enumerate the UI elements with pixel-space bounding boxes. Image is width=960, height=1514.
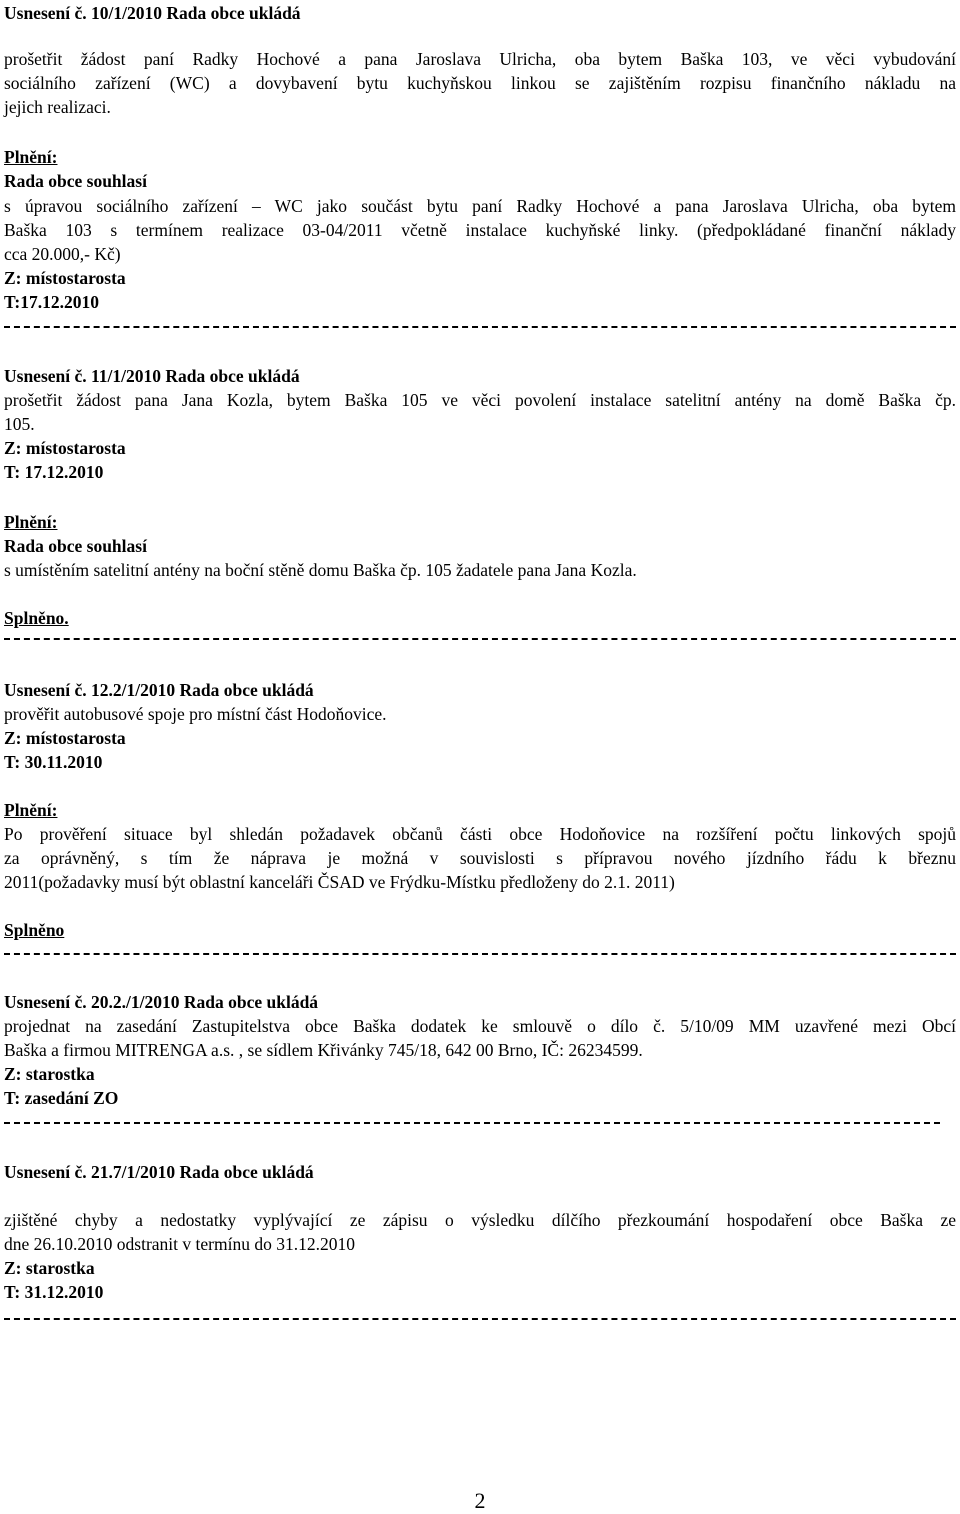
responsible-person: Z: místostarosta [4,268,126,288]
resolution-text-line: sociálního zařízení (WC) a dovybavení bytu kuchyňskou linkou se zajištěním rozpisu finančního nákladu na [4,73,956,93]
separator-line [4,953,956,955]
council-decision: Rada obce souhlasí [4,171,147,191]
status-fulfilled: Splněno [4,920,65,940]
deadline: T: 30.11.2010 [4,752,103,772]
separator-line [4,1318,956,1320]
fulfillment-label: Plnění: [4,800,58,820]
resolution-text-line: 105. [4,414,35,434]
resolution-text-line: prověřit autobusové spoje pro místní část Hodoňovice. [4,704,387,724]
fulfillment-text-line: Po prověření situace byl shledán požadavek občanů části obce Hodoňovice na rozšíření počtu linkových spojů [4,824,956,844]
resolution-heading: Usnesení č. 12.2/1/2010 Rada obce ukládá [4,680,314,700]
fulfillment-text-line: s úpravou sociálního zařízení – WC jako součást bytu paní Radky Hochové a pana Jaroslava Ulricha, oba bytem [4,196,956,216]
status-fulfilled: Splněno. [4,608,69,628]
fulfillment-text-line: za oprávněný, s tím že náprava je možná v souvislosti s přípravou nového jízdního řádu k březnu [4,848,956,868]
fulfillment-label: Plnění: [4,512,58,532]
resolution-text-line: prošetřit žádost pana Jana Kozla, bytem Baška 105 ve věci povolení instalace satelitní antény na domě Baška čp. [4,390,956,410]
resolution-heading: Usnesení č. 10/1/2010 Rada obce ukládá [4,3,301,23]
fulfillment-label: Plnění: [4,147,58,167]
separator-line [4,638,956,640]
resolution-text-line: projednat na zasedání Zastupitelstva obce Baška dodatek ke smlouvě o dílo č. 5/10/09 MM uzavřené mezi Obcí [4,1016,956,1036]
resolution-text-line: prošetřit žádost paní Radky Hochové a pana Jaroslava Ulricha, oba bytem Baška 103, ve věci vybudování [4,49,956,69]
separator-line [4,326,956,328]
resolution-text-line: dne 26.10.2010 odstranit v termínu do 31.12.2010 [4,1234,355,1254]
resolution-heading: Usnesení č. 21.7/1/2010 Rada obce ukládá [4,1162,314,1182]
deadline: T:17.12.2010 [4,292,99,312]
fulfillment-text-line: cca 20.000,- Kč) [4,244,121,264]
responsible-person: Z: starostka [4,1064,95,1084]
deadline: T: 17.12.2010 [4,462,104,482]
page-number: 2 [474,1488,486,1513]
separator-line [4,1122,940,1124]
resolution-heading: Usnesení č. 11/1/2010 Rada obce ukládá [4,366,300,386]
resolution-heading: Usnesení č. 20.2./1/2010 Rada obce ukládá [4,992,319,1012]
resolution-text-line: jejich realizaci. [4,97,111,117]
responsible-person: Z: místostarosta [4,728,126,748]
deadline: T: zasedání ZO [4,1088,119,1108]
responsible-person: Z: místostarosta [4,438,126,458]
fulfillment-text-line: 2011(požadavky musí být oblastní kanceláři ČSAD ve Frýdku-Místku předloženy do 2.1. 2011) [4,872,675,892]
responsible-person: Z: starostka [4,1258,95,1278]
deadline: T: 31.12.2010 [4,1282,104,1302]
fulfillment-text-line: s umístěním satelitní antény na boční stěně domu Baška čp. 105 žadatele pana Jana Kozla. [4,560,637,580]
resolution-text-line: Baška a firmou MITRENGA a.s. , se sídlem Křivánky 745/18, 642 00 Brno, IČ: 26234599. [4,1040,643,1060]
fulfillment-text-line: Baška 103 s termínem realizace 03-04/2011 včetně instalace kuchyňské linky. (předpokládané finanční náklady [4,220,956,240]
council-decision: Rada obce souhlasí [4,536,147,556]
resolution-text-line: zjištěné chyby a nedostatky vyplývající ze zápisu o výsledku dílčího přezkoumání hospodaření obce Baška ze [4,1210,956,1230]
